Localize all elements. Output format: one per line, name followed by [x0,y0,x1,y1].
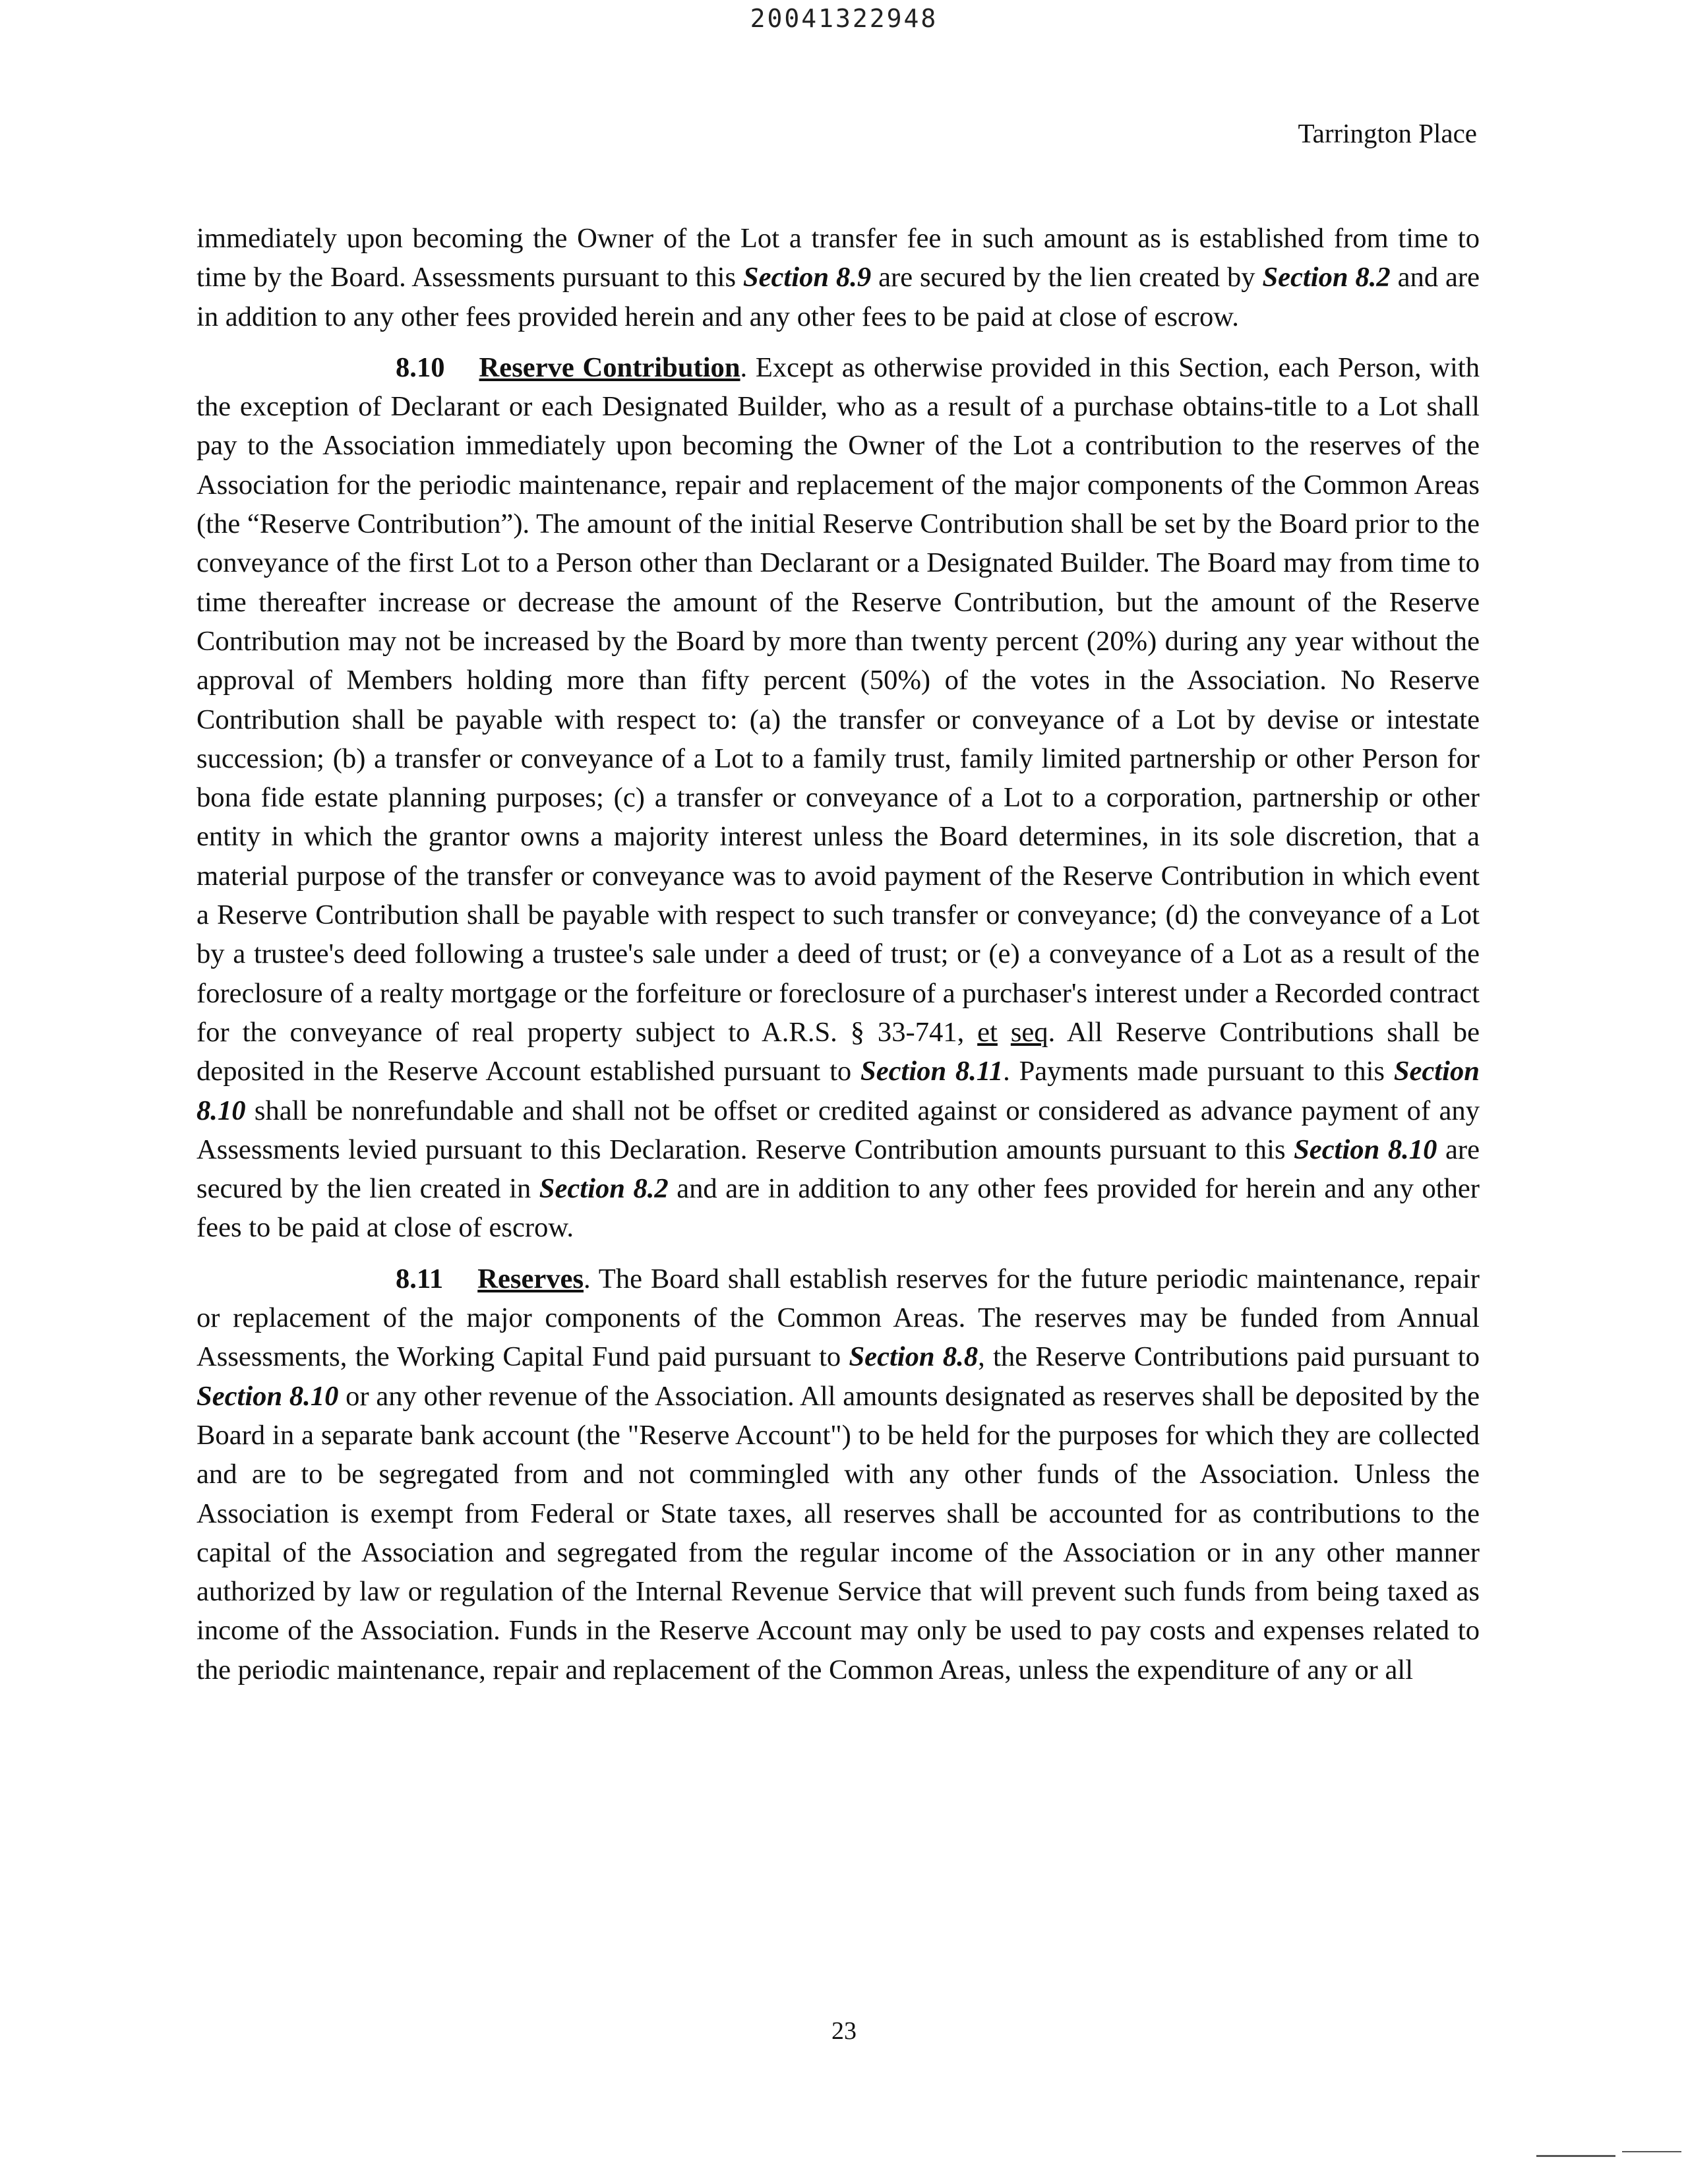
section-reference: Section 8.10 [196,1056,1480,1126]
page-number: 23 [831,2017,857,2045]
section-reference: Section 8.10 [1294,1134,1437,1165]
document-body [196,219,1480,1689]
section-number: 8.10 [396,351,445,383]
document-number: 20041322948 [750,4,938,33]
running-header: Tarrington Place [1298,118,1477,148]
section-8-11-paragraph: 8.11 Reserves. The Board shall establish reserves for the future periodic maintenance, repair or replacement of the major components of the Common Areas. The reserves may be funded from Annual Assessments, the Working Capital Fund paid pursuant to Section 8.8, the Reserve Contributions paid pursuant to Section 8.10 or any other revenue of the Association. All amounts designated as reserves shall be deposited by the Board in a separate bank account (the "Reserve Account") to be held for the purposes for which they are collected and are to be segregated from and not commingled with any other funds of the Association. Unless the Association is exempt from Federal or State taxes, all reserves shall be accounted for as contributions to the capital of the Association and segregated from the regular income of the Association or in any other manner authorized by law or regulation of the Internal Revenue Service that will prevent such funds from being taxed as income of the Association. Funds in the Reserve Account may only be used to pay costs and expenses related to the periodic maintenance, repair and replacement of the Common Areas, unless the expenditure of any or all [196,1263,1480,1685]
section-number: 8.11 [396,1263,444,1294]
paragraph-continuation: immediately upon becoming the Owner of the Lot a transfer fee in such amount as is established from time to time by the Board. Assessments pursuant to this Section 8.9 are secured by the lien created by Section 8.2 and are in addition to any other fees provided herein and any other fees to be paid at close of escrow. [196,223,1480,332]
scan-artifact [1536,2155,1615,2157]
section-title: Reserve Contribution [479,351,740,383]
section-reference: Section 8.11 [860,1056,1004,1087]
section-reference: Section 8.8 [849,1341,979,1373]
section-8-10-paragraph: 8.10 Reserve Contribution. Except as otherwise provided in this Section, each Person, with the exception of Declarant or each Designated Builder, who as a result of a purchase obtains-title to a Lot shall pay to the Association immediately upon becoming the Owner of the Lot a contribution to the reserves of the Association for the periodic maintenance, repair and replacement of the major components of the Common Areas (the “Reserve Contribution”). The amount of the initial Reserve Contribution shall be set by the Board prior to the conveyance of the first Lot to a Person other than Declarant or a Designated Builder. The Board may from time to time thereafter increase or decrease the amount of the Reserve Contribution, but the amount of the Reserve Contribution may not be increased by the Board by more than twenty percent (20%) during any year without the approval of Members holding more than fifty percent (50%) of the votes in the Association. No Reserve Contribution shall be payable with respect to: (a) the transfer or conveyance of a Lot by devise or intestate succession; (b) a transfer or conveyance of a Lot to a family trust, family limited partnership or other Person for bona fide estate planning purposes; (c) a transfer or conveyance of a Lot to a corporation, partnership or other entity in which the grantor owns a majority interest unless the Board determines, in its sole discretion, that a material purpose of the transfer or conveyance was to avoid payment of the Reserve Contribution in which event a Reserve Contribution shall be payable with respect to such transfer or conveyance; (d) the conveyance of a Lot by a trustee's deed following a trustee's sale under a deed of trust; or (e) a conveyance of a Lot as a result of the foreclosure of a realty mortgage or the forfeiture or foreclosure of a purchaser's interest under a Recorded contract for the conveyance of real property subject to A.R.S. § 33-741, et seq. All Reserve Contributions shall be deposited in the Reserve Account established pursuant to Section 8.11. Payments made pursuant to this Section 8.10 shall be nonrefundable and shall not be offset or credited against or considered as advance payment of any Assessments levied pursuant to this Declaration. Reserve Contribution amounts pursuant to this Section 8.10 are secured by the lien created in Section 8.2 and are in addition to any other fees provided for herein and any other fees to be paid at close of escrow. [196,351,1480,1244]
section-reference: Section 8.9 [742,262,872,293]
section-title: Reserves [477,1263,584,1294]
scan-artifact [1622,2151,1681,2152]
section-reference: Section 8.2 [539,1173,669,1205]
section-reference: Section 8.10 [196,1380,339,1412]
section-reference: Section 8.2 [1262,262,1391,293]
